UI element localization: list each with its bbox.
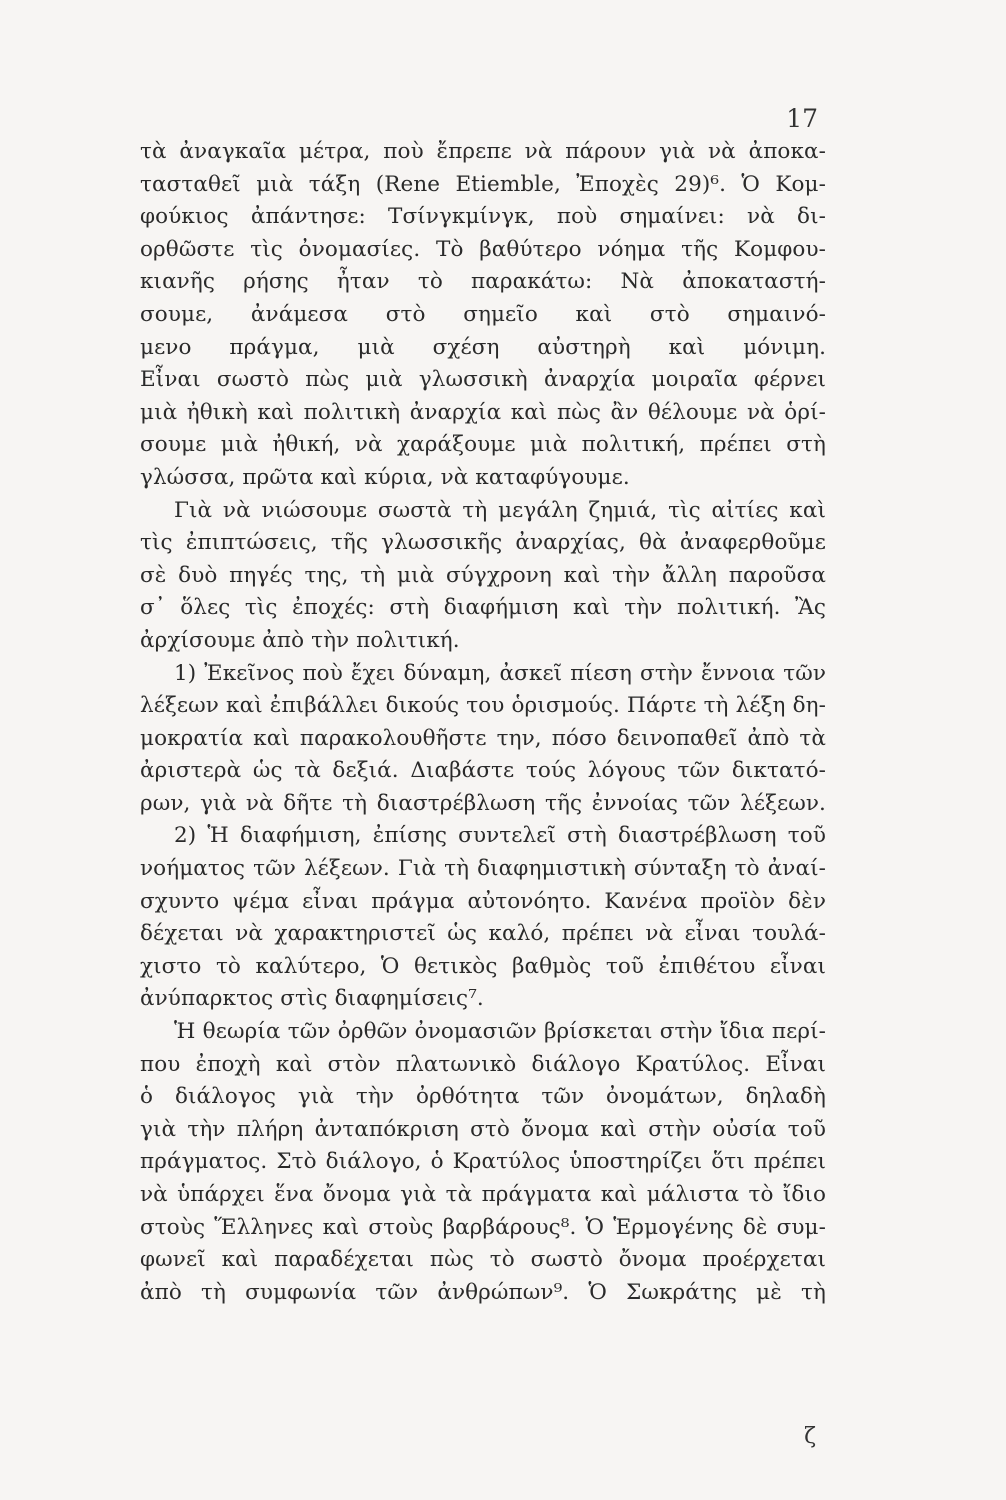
text-line: δέχεται νὰ χαρακτηριστεῖ ὡς καλό, πρέπει νὰ εἶναι τουλά- [140,921,826,947]
text-line: τασταθεῖ μιὰ τάξη (Rene Etiemble, Ἐποχὲς 29)⁶. Ὁ Κομ- [140,171,826,197]
text-line: Ἡ θεωρία τῶν ὀρθῶν ὀνομασιῶν βρίσκεται στὴν ἴδια περί- [174,1019,826,1045]
text-line: στοὺς Ἕλληνες καὶ στοὺς βαρβάρους⁸. Ὁ Ἑρμογένης δὲ συμ- [140,1214,826,1240]
text-line: λέξεων καὶ ἐπιβάλλει δικούς του ὁρισμούς. Πάρτε τὴ λέξη δη- [140,693,826,719]
text-line: ὁ διάλογος γιὰ τὴν ὀρθότητα τῶν ὀνομάτων, δηλαδὴ [140,1084,826,1110]
text-line: μιὰ ἠθικὴ καὶ πολιτικὴ ἀναρχία καὶ πὼς ἂν θέλουμε νὰ ὁρί- [140,399,826,425]
text-line: 1) Ἐκεῖνος ποὺ ἔχει δύναμη, ἀσκεῖ πίεση στὴν ἔννοια τῶν [174,660,826,686]
text-line: ρων, γιὰ νὰ δῆτε τὴ διαστρέβλωση τῆς ἐννοίας τῶν λέξεων. [140,790,826,816]
text-line: σ᾽ ὅλες τὶς ἐποχές: στὴ διαφήμιση καὶ τὴν πολιτική. Ἂς [140,595,826,621]
text-line: γλώσσα, πρῶτα καὶ κύρια, νὰ καταφύγουμε. [140,464,630,490]
text-line: γιὰ τὴν πλήρη ἀνταπόκριση στὸ ὄνομα καὶ στὴν οὐσία τοῦ [140,1116,826,1142]
text-line: σχυντο ψέμα εἶναι πράγμα αὐτονόητο. Κανένα προϊὸν δὲν [140,888,826,914]
text-line: φωνεῖ καὶ παραδέχεται πὼς τὸ σωστὸ ὄνομα προέρχεται [140,1247,826,1273]
text-line: 2) Ἡ διαφήμιση, ἐπίσης συντελεῖ στὴ διαστρέβλωση τοῦ [174,823,826,849]
text-line: που ἐποχὴ καὶ στὸν πλατωνικὸ διάλογο Κρατύλος. Εἶναι [140,1051,826,1077]
text-line: μενο πράγμα, μιὰ σχέση αὐστηρὴ καὶ μόνιμη. [140,334,826,360]
text-line: νοήματος τῶν λέξεων. Γιὰ τὴ διαφημιστικὴ σύνταξη τὸ ἀναί- [140,856,826,882]
text-line: ἀριστερὰ ὡς τὰ δεξιά. Διαβάστε τούς λόγους τῶν δικτατό- [140,758,826,784]
page-number: 17 [786,104,818,133]
text-line: ἀπὸ τὴ συμφωνία τῶν ἀνθρώπων⁹. Ὁ Σωκράτης μὲ τὴ [140,1279,826,1305]
text-line: κιανῆς ρήσης ἦταν τὸ παρακάτω: Νὰ ἀποκαταστή- [140,269,826,295]
text-line: σὲ δυὸ πηγές της, τὴ μιὰ σύγχρονη καὶ τὴν ἄλλη παροῦσα [140,562,826,588]
text-line: ορθῶστε τὶς ὀνομασίες. Τὸ βαθύτερο νόημα τῆς Κομφου- [140,236,826,262]
text-line: σουμε μιὰ ἠθική, νὰ χαράξουμε μιὰ πολιτική, πρέπει στὴ [140,432,826,458]
text-line: ἀρχίσουμε ἀπὸ τὴν πολιτική. [140,627,460,653]
text-line: νὰ ὑπάρχει ἕνα ὄνομα γιὰ τὰ πράγματα καὶ μάλιστα τὸ ἴδιο [140,1182,826,1207]
text-line: Εἶναι σωστὸ πὼς μιὰ γλωσσικὴ ἀναρχία μοιραῖα φέρνει [140,367,826,393]
text-line: Γιὰ νὰ νιώσουμε σωστὰ τὴ μεγάλη ζημιά, τὶς αἰτίες καὶ [174,497,826,523]
body-text [140,136,826,1309]
text-line: χιστο τὸ καλύτερο, Ὁ θετικὸς βαθμὸς τοῦ ἐπιθέτου εἶναι [140,953,826,979]
text-line: τὰ ἀναγκαῖα μέτρα, ποὺ ἔπρεπε νὰ πάρουν γιὰ νὰ ἀποκα- [140,139,826,164]
text-line: φούκιος ἀπάντησε: Τσίνγκμίνγκ, ποὺ σημαίνει: νὰ δι- [140,204,826,230]
text-line: ἀνύπαρκτος στὶς διαφημίσεις⁷. [140,986,484,1012]
printer-signature-mark: ζ [804,1424,816,1449]
text-line: πράγματος. Στὸ διάλογο, ὁ Κρατύλος ὑποστηρίζει ὅτι πρέπει [140,1149,826,1175]
text-line: σουμε, ἀνάμεσα στὸ σημεῖο καὶ στὸ σημαινό- [140,301,826,327]
text-line: μοκρατία καὶ παρακολουθῆστε την, πόσο δεινοπαθεῖ ἀπὸ τὰ [140,725,826,751]
text-line: τὶς ἐπιπτώσεις, τῆς γλωσσικῆς ἀναρχίας, θὰ ἀναφερθοῦμε [140,530,826,556]
